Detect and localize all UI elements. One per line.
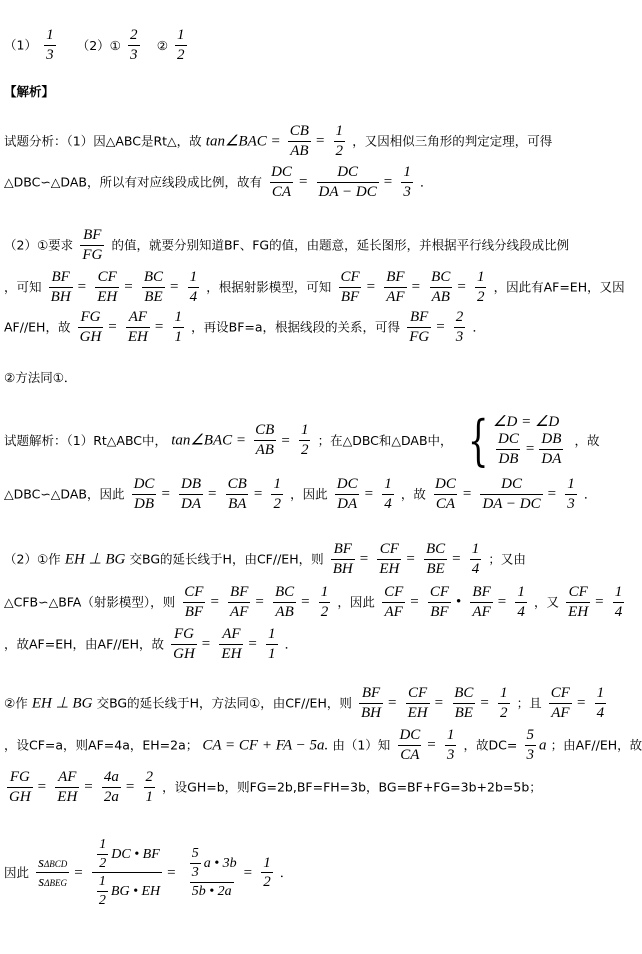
solution-line-5: ，故AF=EH，由AF//EH，故 $\frac{FG}{GH}$ = $\frac{AF}{EH}$ = $\frac{1}{1}$ ． (4, 626, 298, 662)
solution-line-9: 因此 $\frac{\text{sΔBCD}}{\text{sΔBEG}}$ = $\frac{1}{2}$ DC • BF $\frac{1}{2}$ BG • EH = $\frac{5}{3}$ a • 3b 5b • 2a = $\frac{1}{2}$ ． (4, 837, 293, 909)
solution-line-3: （2）①作 EH ⊥ BG 交BG的延长线于H，由CF//EH，则 $\frac{BF}{BH}$ = $\frac{CF}{EH}$ = $\frac{BC}{BE}$ = $\frac{1}{4}$ ；又由 (4, 541, 526, 577)
answer-1-fraction: $\frac{1}{3}$ (46, 27, 54, 63)
section-heading: 【解析】 (4, 84, 55, 99)
equation-system: { ∠D = ∠D $\frac{DC}{DB}$ = $\frac{DB}{DA}$ (467, 409, 562, 472)
solution-line-8: $\frac{FG}{GH}$ = $\frac{AF}{EH}$ = $\frac{4a}{2a}$ = $\frac{2}{1}$ ，设GH=b，则FG=2b,BF=FH=3b，BG=BF+FG=3b+2b=5b； (9, 769, 542, 805)
area-expression-fraction: $\frac{1}{2}$ DC • BF $\frac{1}{2}$ BG • EH (92, 838, 162, 909)
analysis-line-4: ，可知 $\frac{BF}{BH}$ = $\frac{CF}{EH}$ = $\frac{BC}{BE}$ = $\frac{1}{4}$ ，根据射影模型，可知 $\frac{CF}{BF}$ = $\frac{BF}{AF}$ = $\frac{BC}{AB}$ = $\frac{1}{2}$ ，因此有AF=EH，又因 (4, 269, 625, 305)
area-ratio-fraction: $\frac{\text{sΔBCD}}{\text{sΔBEG}}$ (38, 854, 68, 891)
solution-line-6: ②作 EH ⊥ BG 交BG的延长线于H，方法同①，由CF//EH，则 $\frac{BF}{BH}$ = $\frac{CF}{EH}$ = $\frac{BC}{BE}$ = $\frac{1}{2}$ ；且 $\frac{CF}{AF}$ = $\frac{1}{4}$ (4, 685, 605, 721)
solution-line-1: 试题解析：（1）Rt△ABC中， tan∠BAC = $\frac{CB}{AB}$ = $\frac{1}{2}$ ；在△DBC和△DAB中， { ∠D = ∠D $\frac{DC}{DB}$ = $\frac{DB}{DA}$ ，故 (4, 409, 600, 472)
answer-2a-fraction: $\frac{2}{3}$ (130, 27, 138, 63)
answer-line: （1） $\frac{1}{3}$ （2）① $\frac{2}{3}$ ② $\frac{1}{2}$ (4, 27, 185, 63)
solution-line-2: △DBC∽△DAB，因此 $\frac{DC}{DB}$ = $\frac{DB}{DA}$ = $\frac{CB}{BA}$ = $\frac{1}{2}$ ，因此 $\frac{DC}{DA}$ = $\frac{1}{4}$ ，故 $\frac{DC}{CA}$ = $\frac{DC}{DA - DC}$ = $\frac{1}{3}$ ． (4, 476, 597, 512)
solution-line-7: ，设CF=a，则AF=4a，EH=2a； CA = CF + FA − 5a. 由（1）知 $\frac{DC}{CA}$ = $\frac{1}{3}$ ，故DC= $\frac{5}{3}$ a ；由AF//EH，故 (4, 727, 642, 763)
answer-2b-fraction: $\frac{1}{2}$ (177, 27, 185, 63)
solution-line-4: △CFB∽△BFA（射影模型），则 $\frac{CF}{BF}$ = $\frac{BF}{AF}$ = $\frac{BC}{AB}$ = $\frac{1}{2}$ ，因此 $\frac{CF}{AF}$ = $\frac{CF}{BF}$ • $\frac{BF}{AF}$ = $\frac{1}{4}$ ，又 $\frac{CF}{EH}$ = $\frac{1}{4}$ (4, 584, 623, 620)
analysis-line-1: 试题分析：（1）因△ABC是Rt△，故 tan∠BAC = $\frac{CB}{AB}$ = $\frac{1}{2}$ ，又因相似三角形的判定定理，可得 (4, 123, 553, 159)
analysis-line-6: ②方法同①． (4, 370, 77, 385)
substituted-fraction: $\frac{5}{3}$ a • 3b 5b • 2a (191, 846, 237, 899)
analysis-line-5: AF//EH，故 $\frac{FG}{GH}$ = $\frac{AF}{EH}$ = $\frac{1}{1}$ ，再设BF=a，根据线段的关系，可得 $\frac{BF}{FG}$ = $\frac{2}{3}$ ． (4, 309, 485, 345)
analysis-line-2: △DBC∽△DAB，所以有对应线段成比例，故有 $\frac{DC}{CA}$ = $\frac{DC}{DA - DC}$ = $\frac{1}{3}$ ． (4, 164, 433, 200)
analysis-line-3: （2）①要求 $\frac{BF}{FG}$ 的值，就要分别知道BF、FG的值，由题意，延长图形，并根据平行线分线段成比例 (4, 227, 570, 263)
